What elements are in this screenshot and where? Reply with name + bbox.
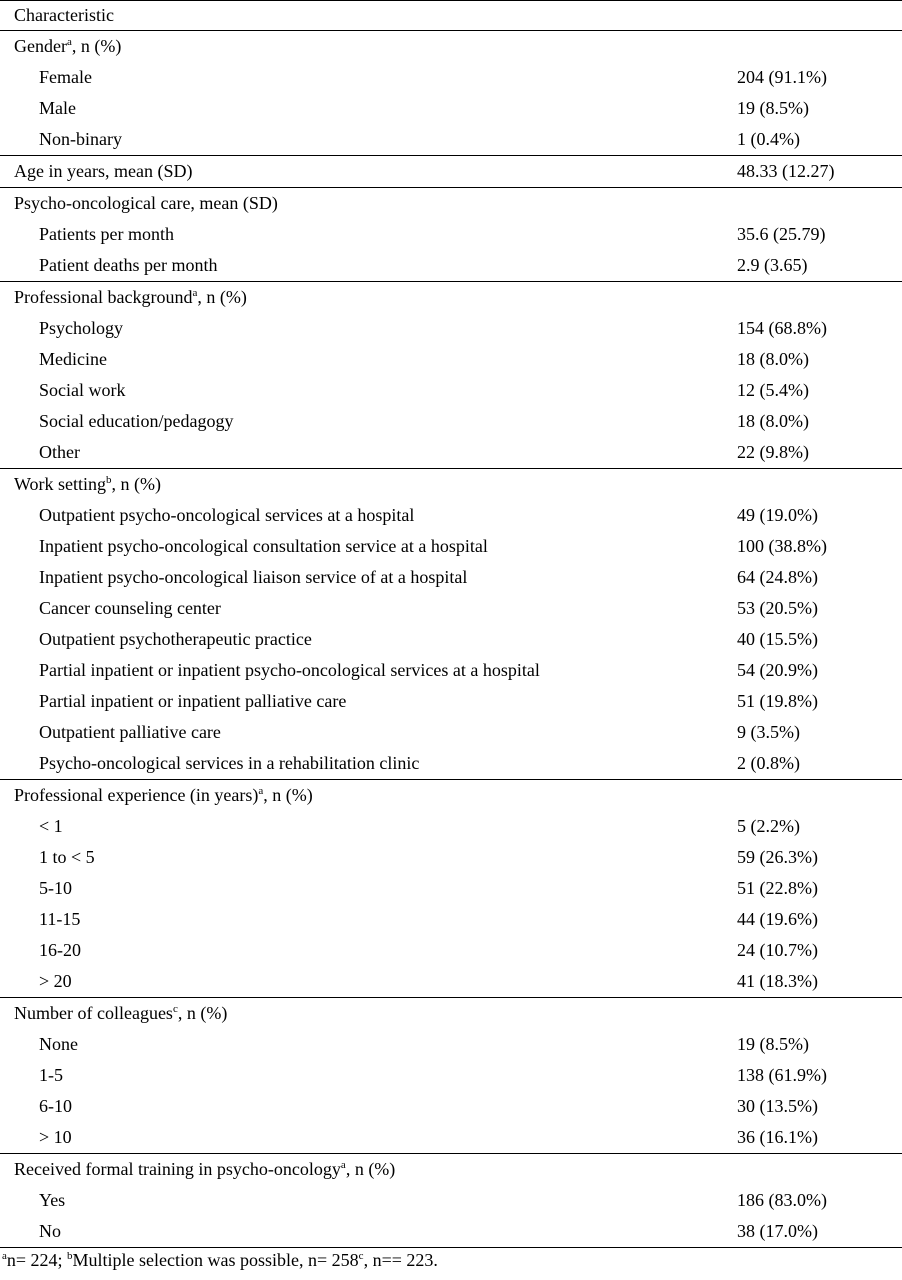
- row-value: 35.6 (25.79): [737, 224, 826, 244]
- row-label: No: [39, 1221, 61, 1241]
- section-header-row: [0, 1153, 902, 1185]
- header-label: Characteristic: [14, 5, 114, 25]
- footnote-marker: c: [172, 1003, 178, 1015]
- footnote-marker: a: [340, 1159, 346, 1171]
- section-title-text: Gender: [14, 36, 67, 56]
- table-row: [0, 531, 902, 562]
- row-value: 1 (0.4%): [737, 129, 800, 149]
- table-row: [0, 1185, 902, 1216]
- section-title-suffix: , n (%): [263, 785, 313, 805]
- table-row: [0, 624, 902, 655]
- table-row: [0, 1216, 902, 1247]
- section-value: 48.33 (12.27): [737, 161, 835, 181]
- section-title: [14, 998, 227, 1029]
- table-row: [0, 873, 902, 904]
- table-row: [0, 313, 902, 344]
- table-row: [0, 406, 902, 437]
- table-row: [0, 1060, 902, 1091]
- row-value: 30 (13.5%): [737, 1096, 818, 1116]
- row-label: None: [39, 1034, 78, 1054]
- table-body: [0, 30, 902, 1247]
- row-label: 5-10: [39, 878, 72, 898]
- table-row: [0, 748, 902, 779]
- section-header-row: [0, 187, 902, 219]
- row-value: 64 (24.8%): [737, 567, 818, 587]
- table-row: [0, 593, 902, 624]
- table-row: [0, 562, 902, 593]
- row-label: > 20: [39, 971, 72, 991]
- row-label: 16-20: [39, 940, 81, 960]
- section-title-suffix: , n (%): [345, 1159, 396, 1179]
- footnote-marker: b: [106, 474, 112, 486]
- table-footnote: [0, 1248, 902, 1272]
- table-row: [0, 344, 902, 375]
- row-label: Outpatient psycho-oncological services at a hospital: [39, 505, 415, 525]
- row-value: 18 (8.0%): [737, 411, 809, 431]
- table-row: [0, 1091, 902, 1122]
- row-label: Partial inpatient or inpatient palliative care: [39, 691, 347, 711]
- footnote-marker: c: [358, 1250, 364, 1262]
- section-title-text: Age in years, mean (SD): [14, 161, 193, 181]
- section-header-row: [0, 468, 902, 500]
- row-value: 36 (16.1%): [737, 1127, 818, 1147]
- section-title-suffix: , n (%): [177, 1003, 228, 1023]
- section-title: [14, 188, 278, 219]
- section-title: [14, 31, 121, 62]
- row-label: Social work: [39, 380, 126, 400]
- table-row: [0, 655, 902, 686]
- section-header-row: [0, 155, 902, 187]
- row-value: 2 (0.8%): [737, 753, 800, 773]
- row-value: 24 (10.7%): [737, 940, 818, 960]
- row-value: 138 (61.9%): [737, 1065, 827, 1085]
- section-title-suffix: , n (%): [71, 36, 122, 56]
- row-value: 40 (15.5%): [737, 629, 818, 649]
- table-row: [0, 250, 902, 281]
- row-label: 1 to < 5: [39, 847, 95, 867]
- footnote-marker: a: [2, 1250, 7, 1262]
- row-label: Inpatient psycho-oncological liaison service of at a hospital: [39, 567, 468, 587]
- table-row: [0, 935, 902, 966]
- row-value: 12 (5.4%): [737, 380, 809, 400]
- row-label: Partial inpatient or inpatient psycho-oncological services at a hospital: [39, 660, 540, 680]
- section-title-suffix: , n (%): [111, 474, 162, 494]
- row-label: Other: [39, 442, 80, 462]
- row-value: 44 (19.6%): [737, 909, 818, 929]
- row-value: 59 (26.3%): [737, 847, 818, 867]
- table-row: [0, 437, 902, 468]
- table-row: [0, 842, 902, 873]
- row-value: 18 (8.0%): [737, 349, 809, 369]
- row-value: 19 (8.5%): [737, 1034, 809, 1054]
- row-value: 41 (18.3%): [737, 971, 818, 991]
- row-label: Social education/pedagogy: [39, 411, 234, 431]
- table-row: [0, 904, 902, 935]
- row-label: Female: [39, 67, 92, 87]
- table-row: [0, 811, 902, 842]
- footnote-text: Multiple selection was possible, n= 258: [72, 1250, 359, 1270]
- row-label: Yes: [39, 1190, 66, 1210]
- row-value: 2.9 (3.65): [737, 255, 808, 275]
- table-row: [0, 219, 902, 250]
- row-label: 1-5: [39, 1065, 63, 1085]
- table-row: [0, 717, 902, 748]
- section-title-text: Work setting: [14, 474, 107, 494]
- section-title-text: Professional background: [14, 287, 193, 307]
- row-value: 9 (3.5%): [737, 722, 800, 742]
- row-label: 6-10: [39, 1096, 72, 1116]
- section-header-row: [0, 281, 902, 313]
- row-label: > 10: [39, 1127, 72, 1147]
- row-value: 38 (17.0%): [737, 1221, 818, 1241]
- section-title: [14, 1154, 395, 1185]
- section-title: [14, 282, 247, 313]
- row-label: Outpatient psychotherapeutic practice: [39, 629, 312, 649]
- row-value: 154 (68.8%): [737, 318, 827, 338]
- row-value: 51 (22.8%): [737, 878, 818, 898]
- row-value: 100 (38.8%): [737, 536, 827, 556]
- row-label: Outpatient palliative care: [39, 722, 221, 742]
- section-title: [14, 469, 161, 500]
- row-value: 53 (20.5%): [737, 598, 818, 618]
- section-title: [14, 780, 313, 811]
- section-title-text: Received formal training in psycho-oncology: [14, 1159, 341, 1179]
- row-label: Psycho-oncological services in a rehabilitation clinic: [39, 753, 420, 773]
- footnote-marker: b: [67, 1250, 73, 1262]
- table-row: [0, 966, 902, 997]
- table-header-row: [0, 0, 902, 30]
- footnote-marker: a: [192, 287, 198, 299]
- row-label: Medicine: [39, 349, 107, 369]
- table-row: [0, 500, 902, 531]
- row-label: Patients per month: [39, 224, 174, 244]
- footnote-marker: a: [258, 785, 264, 797]
- footnote-text: , n== 223.: [363, 1250, 438, 1270]
- table-row: [0, 1029, 902, 1060]
- footnote-text: n= 224;: [6, 1250, 68, 1270]
- table-row: [0, 124, 902, 155]
- table-row: [0, 375, 902, 406]
- row-value: 204 (91.1%): [737, 67, 827, 87]
- section-header-row: [0, 997, 902, 1029]
- table-row: [0, 1122, 902, 1153]
- row-value: 22 (9.8%): [737, 442, 809, 462]
- row-label: Inpatient psycho-oncological consultation service at a hospital: [39, 536, 488, 556]
- section-title: [14, 156, 192, 187]
- section-header-row: [0, 779, 902, 811]
- row-value: 19 (8.5%): [737, 98, 809, 118]
- row-value: 186 (83.0%): [737, 1190, 827, 1210]
- row-label: Male: [39, 98, 76, 118]
- footnote-marker: a: [66, 36, 72, 48]
- row-label: Cancer counseling center: [39, 598, 221, 618]
- section-title-suffix: , n (%): [197, 287, 247, 307]
- row-label: 11-15: [39, 909, 81, 929]
- table-row: [0, 62, 902, 93]
- section-header-row: [0, 30, 902, 62]
- row-label: Patient deaths per month: [39, 255, 218, 275]
- row-value: 51 (19.8%): [737, 691, 818, 711]
- table-row: [0, 686, 902, 717]
- row-value: 5 (2.2%): [737, 816, 800, 836]
- row-label: Psychology: [39, 318, 124, 338]
- table-row: [0, 93, 902, 124]
- row-label: < 1: [39, 816, 63, 836]
- section-title-text: Professional experience (in years): [14, 785, 259, 805]
- section-title-text: Psycho-oncological care, mean (SD): [14, 193, 278, 213]
- row-label: Non-binary: [39, 129, 122, 149]
- row-value: 49 (19.0%): [737, 505, 818, 525]
- row-value: 54 (20.9%): [737, 660, 818, 680]
- section-title-text: Number of colleagues: [14, 1003, 173, 1023]
